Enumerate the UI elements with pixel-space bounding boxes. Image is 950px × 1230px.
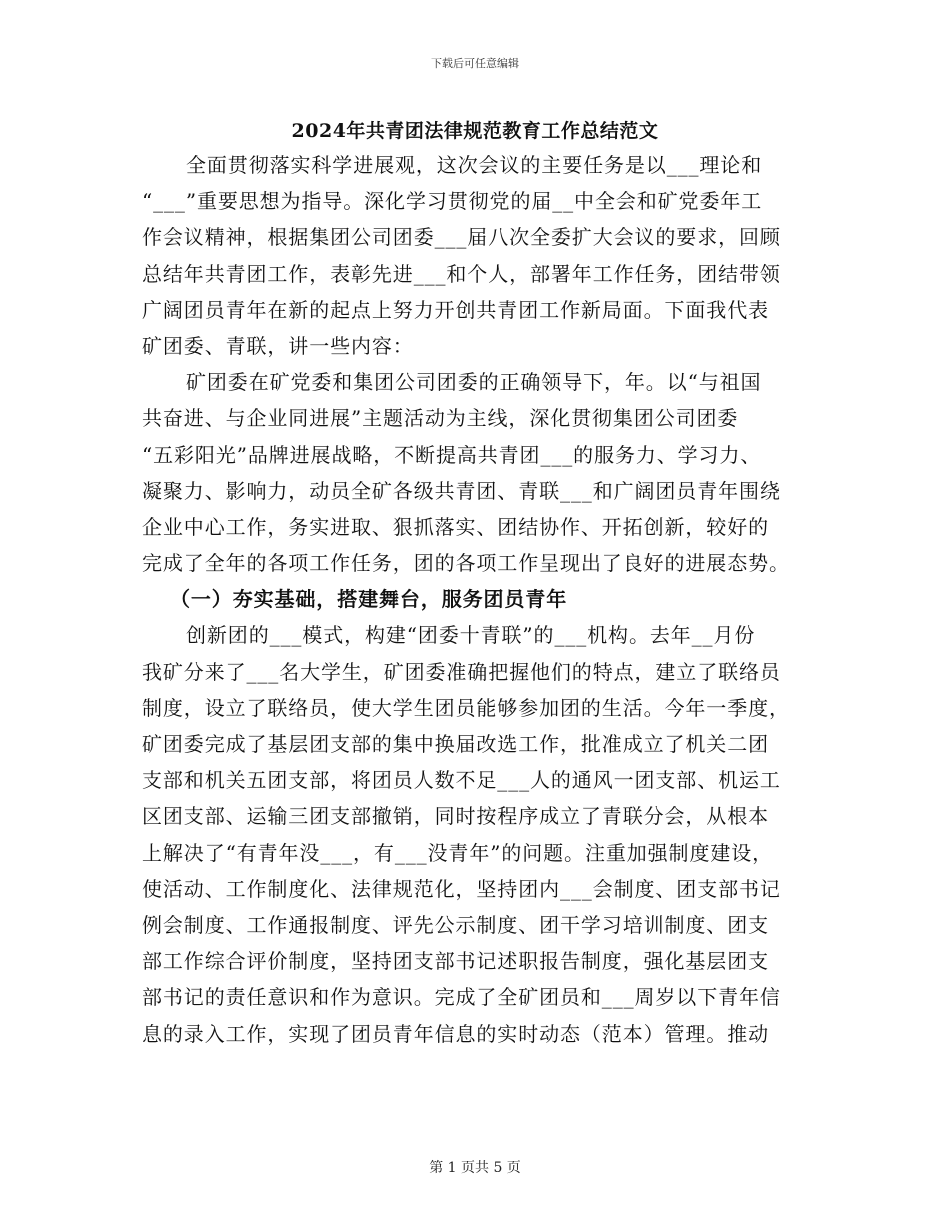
page-footer: 第 1 页共 5 页 [429, 1160, 521, 1176]
paragraph-line: 息的录入工作，实现了团员青年信息的实时动态（范本）管理。推动 [142, 1021, 769, 1046]
paragraph-line: 总结年共青团工作，表彰先进___和个人，部署年工作任务，团结带领 [142, 261, 781, 286]
paragraph-line: 支部和机关五团支部，将团员人数不足___人的通风一团支部、机运工 [142, 768, 781, 793]
paragraph-line: 矿团委、青联，讲一些内容： [142, 333, 414, 358]
paragraph-line: 广阔团员青年在新的起点上努力开创共青团工作新局面。下面我代表 [142, 297, 769, 322]
header-note: 下载后可任意编辑 [431, 57, 519, 70]
paragraph-line: 部工作综合评价制度，坚持团支部书记述职报告制度，强化基层团支 [142, 949, 769, 974]
paragraph-line: 矿团委完成了基层团支部的集中换届改选工作，批准成立了机关二团 [142, 732, 769, 756]
paragraph-line: 例会制度、工作通报制度、评先公示制度、团干学习培训制度、团支 [142, 912, 769, 937]
section-heading: （一）夯实基础，搭建舞台，服务团员青年 [170, 587, 568, 612]
paragraph-line: 制度，设立了联络员，使大学生团员能够参加团的生活。今年一季度， [142, 695, 790, 720]
paragraph-line: 全面贯彻落实科学进展观，这次会议的主要任务是以___理论和 [186, 153, 763, 177]
paragraph-line: 区团支部、运输三团支部撤销，同时按程序成立了青联分会，从根本 [142, 804, 769, 829]
paragraph-line: “___”重要思想为指导。深化学习贯彻党的届__中全会和矿党委年工 [142, 189, 763, 214]
paragraph-line: 矿团委在矿党委和集团公司团委的正确领导下，年。以“与祖国 [186, 370, 762, 395]
document-body [142, 147, 808, 1052]
paragraph-line: 企业中心工作，务实进取、狠抓落实、团结协作、开拓创新，较好的 [142, 514, 769, 539]
paragraph-line: 凝聚力、影响力，动员全矿各级共青团、青联___和广阔团员青年围绕 [142, 478, 781, 503]
paragraph-line: 我矿分来了___名大学生，矿团委准确把握他们的特点，建立了联络员 [142, 659, 781, 684]
paragraph-line: 使活动、工作制度化、法律规范化，坚持团内___会制度、团支部书记 [142, 876, 781, 901]
paragraph-line: 共奋进、与企业同进展”主题活动为主线，深化贯彻集团公司团委 [142, 406, 739, 431]
paragraph-line: 完成了全年的各项工作任务，团的各项工作呈现出了良好的进展态势。 [142, 551, 790, 576]
paragraph-line: “五彩阳光”品牌进展战略，不断提高共青团___的服务力、学习力、 [142, 442, 762, 467]
paragraph-line: 作会议精神，根据集团公司团委___届八次全委扩大会议的要求，回顾 [142, 225, 781, 250]
paragraph-line: 上解决了“有青年没___，有___没青年”的问题。注重加强制度建设， [142, 840, 774, 865]
paragraph-line: 创新团的___模式，构建“团委十青联”的___机构。去年__月份 [186, 623, 756, 648]
paragraph-line: 部书记的责任意识和作为意识。完成了全矿团员和___周岁以下青年信 [142, 985, 781, 1010]
document-title: 2024年共青团法律规范教育工作总结范文 [291, 120, 659, 142]
